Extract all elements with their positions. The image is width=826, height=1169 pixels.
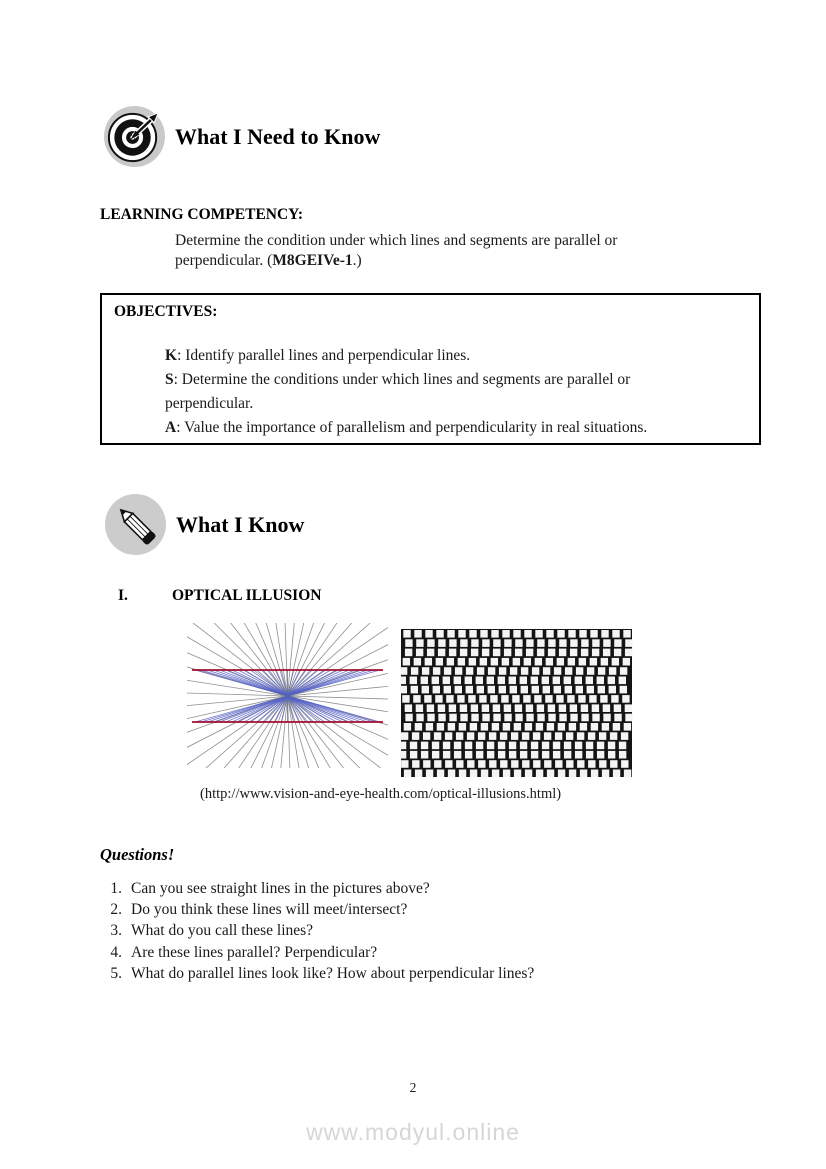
objectives-box [100,293,761,445]
cafe-wall-illusion-image [400,628,633,778]
target-dartboard-icon [103,105,166,168]
objective-skill-continued: perpendicular. [165,395,254,412]
page-title: What I Need to Know [175,123,381,149]
activity-title: OPTICAL ILLUSION [172,587,322,604]
questions-section [100,845,534,984]
section-header-what-i-need-to-know [103,105,380,168]
question-item: 4. Are these lines parallel? Perpendicular? [110,943,378,961]
questions-heading: Questions! [100,845,175,864]
watermark: www.modyul.online [306,1119,520,1145]
objective-knowledge: K: Identify parallel lines and perpendicular lines. [165,347,471,364]
activity-heading [118,587,321,605]
question-item: 5. What do parallel lines look like? How about perpendicular lines? [110,964,535,982]
learning-competency-section [100,206,730,271]
optical-illusion-images [187,623,633,783]
objective-skill: S: Determine the conditions under which lines and segments are parallel or [165,371,631,388]
pencil-icon [104,493,167,556]
section-title-what-i-know: What I Know [176,511,305,537]
objective-attitude: A: Value the importance of parallelism and perpendicularity in real situations. [165,419,648,436]
learning-competency-text: Determine the condition under which lines and segments are parallel or perpendicular. (M8GEIVe-1.) [175,232,618,269]
section-header-what-i-know [104,493,304,556]
question-item: 3. What do you call these lines? [110,922,314,940]
learning-competency-heading: LEARNING COMPETENCY: [100,206,304,223]
competency-code: M8GEIVe-1 [272,252,353,269]
objectives-heading: OBJECTIVES: [114,303,218,320]
hering-illusion-image [187,623,388,768]
objectives-list [165,344,745,440]
question-item: 1. Can you see straight lines in the pictures above? [110,880,430,897]
image-source-citation: (http://www.vision-and-eye-health.com/optical-illusions.html) [200,786,562,802]
page-number: 2 [409,1080,417,1095]
activity-numeral: I. [118,587,128,604]
questions-list [100,878,534,984]
question-item: 2. Do you think these lines will meet/intersect? [110,901,408,919]
